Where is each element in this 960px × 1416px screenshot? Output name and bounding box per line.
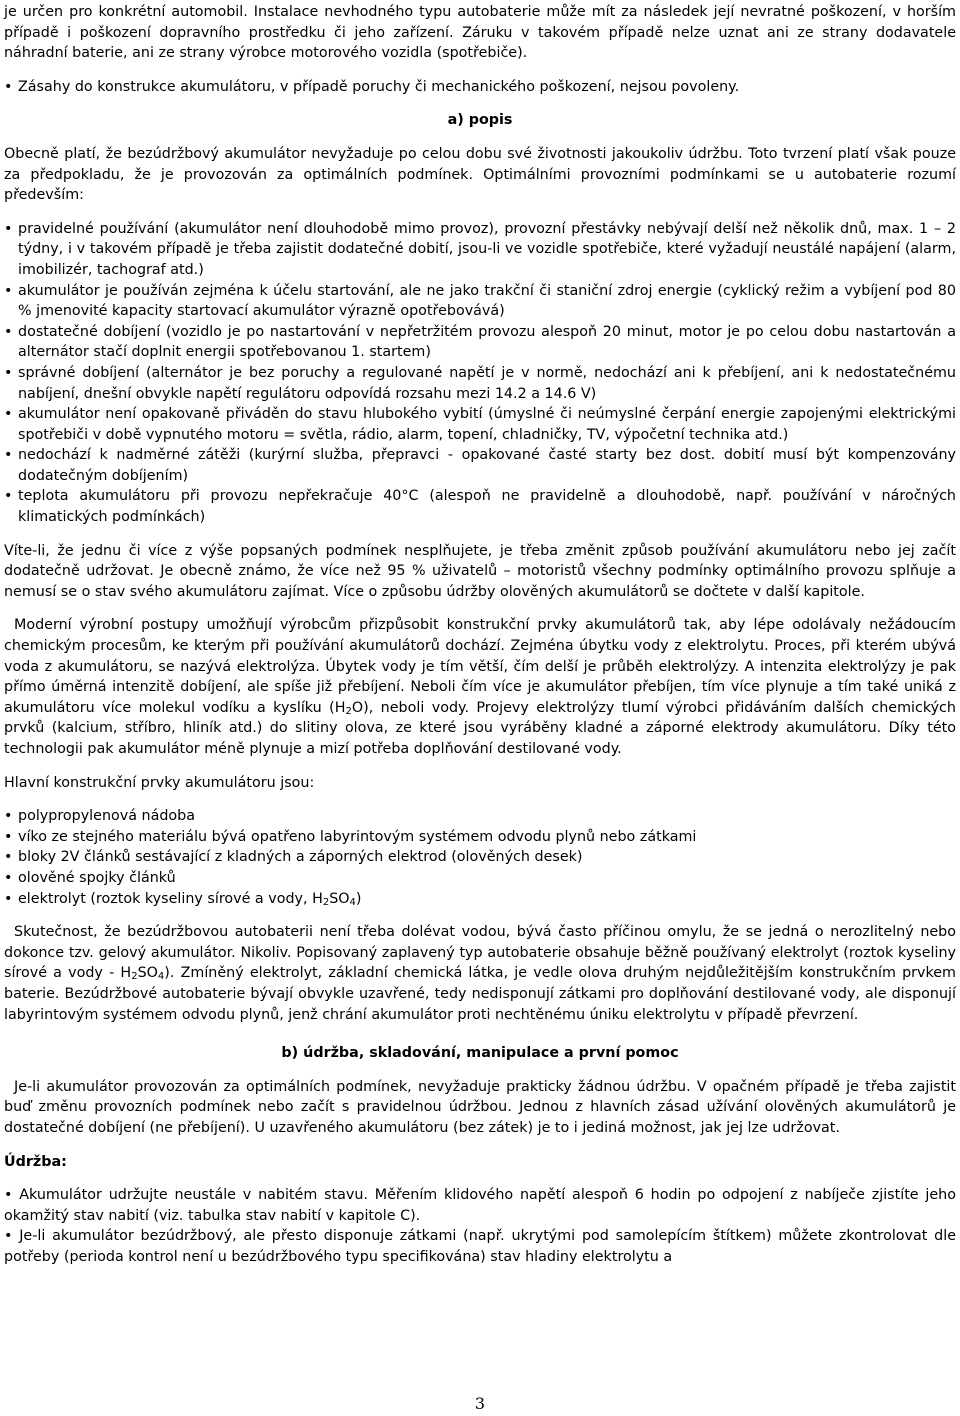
maintenance-item: • Je-li akumulátor bezúdržbový, ale přesto disponuje zátkami (např. ukrytými pod samolepícím štítkem) můžete zkontrolovat dle potřeby (perioda kontrol není u bezúdržbového typu specifikována) stav hladiny elektrolytu a xyxy=(4,1226,956,1267)
condition-item: • teplota akumulátoru při provozu nepřekračuje 40°C (alespoň ne pravidelně a dlouhodobě, např. používání v náročných klimatických podmínkách) xyxy=(4,486,956,527)
subscript: 2 xyxy=(322,896,330,908)
section-a-paragraph-4 xyxy=(4,922,956,1025)
spacer xyxy=(4,1139,956,1152)
subscript: 4 xyxy=(349,896,356,908)
condition-item: • správné dobíjení (alternátor je bez poruchy a regulované napětí je v normě, nedochází ani k přebíjení, ani k nedostatečnému nabíjení, dnešní obvykle napětí regulátoru odpovídá rozsahu mezi 14.2 a 14.6 V) xyxy=(4,363,956,404)
paragraph-text: ). Zmíněný elektrolyt, základní chemická látka, je vedle olova druhým nejdůležitějším konstrukčním prvkem baterie. Bezúdržbové autobaterie bývají obvykle uzavřené, tedy nedisponují zátkami pro doplňování destilované vody, ale disponují labyrintovým systémem odvodu plynů, jenž chrání akumulátor proti nechtěnému úniku elektrolytu v případě převrzení. xyxy=(4,965,956,1023)
spacer xyxy=(4,602,956,615)
section-b-heading: b) údržba, skladování, manipulace a první pomoc xyxy=(281,1045,679,1062)
spacer xyxy=(4,1025,956,1043)
paragraph-text: Skutečnost, že bezúdržbovou autobaterii není třeba dolévat vodou, bývá často příčinou omylu, že se jedná o nerozlitelný nebo dokonce tzv. gelový akumulátor. Nikoliv. Popisovaný zaplavený typ autobaterie obsahuje běžně používaný elektrolyt (roztok kyseliny sírové a vody - H xyxy=(4,924,956,982)
page-number: 3 xyxy=(474,1394,486,1413)
part-item: • víko ze stejného materiálu bývá opatřeno labyrintovým systémem odvodu plynů nebo zátkami xyxy=(4,827,956,848)
subscript: 2 xyxy=(345,705,352,717)
paragraph-text: SO xyxy=(137,965,158,982)
paragraph-text: Moderní výrobní postupy umožňují výrobcům přizpůsobit konstrukční prvky akumulátorů tak, aby lépe odolávaly nežádoucím chemickým procesům, ke kterým při používání akumulátorů dochází. Zejména úbytku vody z elektrolytu. Proces, při kterém ubývá voda z akumulátoru, se nazývá elektrolýza. Úbytek vody je tím větší, čím delší je průběh elektrolýzy. A intenzita elektrolýzy je pak přímo úměrná intenzitě dobíjení, ale spíše již přebíjení. Neboli čím více je akumulátor přebíjen, tím více plynuje a tím také uniká z akumulátoru více molekul vodíku a kyslíku (H xyxy=(4,617,956,716)
condition-item: • dostatečné dobíjení (vozidlo je po nastartování v nepřetržitém provozu alespoň 20 minut, motor je po celou dobu nastartován a alternátor stačí doplnit energii spotřebovanou 1. startem) xyxy=(4,322,956,363)
condition-item: • akumulátor je používán zejména k účelu startování, ale ne jako trakční či staniční zdroj energie (cyklický režim a vybíjení pod 80 % jmenovité kapacity startovací akumulátor výrazně opotřebovává) xyxy=(4,281,956,322)
subscript: 4 xyxy=(157,971,165,983)
spacer xyxy=(4,64,956,77)
maintenance-item: • Akumulátor udržujte neustále v nabitém stavu. Měřením klidového napětí alespoň 6 hodin po odpojení z nabíječe zjistíte jeho okamžitý stav nabití (viz. tabulka stav nabití v kapitole C). xyxy=(4,1185,956,1226)
paragraph-text: ) xyxy=(355,890,362,907)
spacer xyxy=(4,131,956,144)
condition-item: • nedochází k nadměrné zátěži (kurýrní služba, přepravci - opakované časté starty bez dost. dobití musí být kompenzovány dodatečným dobíjením) xyxy=(4,445,956,486)
paragraph-text: O), neboli vody. Projevy elektrolýzy tlumí výrobci přidáváním dalších chemických prvků (kalcium, stříbro, hliník atd.) do slitiny olova, ze které jsou vyráběny kladné a záporné elektrody akumulátoru. Díky této technologii pak akumulátor méně plynuje a mizí potřeba doplňování destilované vody. xyxy=(4,699,956,757)
maintenance-subheading: Údržba: xyxy=(4,1153,67,1170)
condition-item: • pravidelné používání (akumulátor není dlouhodobě mimo provoz), provozní přestávky nebývají delší než několik dnů, max. 1 – 2 týdny, i v takovém případě je třeba zajistit dodatečné dobití, jsou-li ve vozidle spotřebiče, které vyžadují neustálé napájení (alarm, imobilizér, tachograf atd.) xyxy=(4,219,956,281)
subscript: 2 xyxy=(131,971,138,983)
intro-bullet: • Zásahy do konstrukce akumulátoru, v případě poruchy či mechanického poškození, nejsou povoleny. xyxy=(4,77,956,98)
parts-intro: Hlavní konstrukční prvky akumulátoru jsou: xyxy=(4,774,315,791)
spacer xyxy=(4,909,956,922)
spacer xyxy=(4,793,956,806)
section-a-paragraph-3 xyxy=(4,615,956,759)
intro-paragraph: je určen pro konkrétní automobil. Instalace nevhodného typu autobaterie může mít za následek její nevratné poškození, v horším případě i poškození dopravního prostředku či jeho zařízení. Záruku v takovém případě nelze uznat ani ze strany dodavatele náhradní baterie, ani ze strany výrobce motorového vozidla (spotřebiče). xyxy=(4,4,956,62)
part-item xyxy=(4,889,956,910)
spacer xyxy=(4,97,956,110)
paragraph-text: elektrolyt (roztok kyseliny sírové a vody, H xyxy=(18,890,323,907)
spacer xyxy=(4,1172,956,1185)
section-b-paragraph-1: Je-li akumulátor provozován za optimálních podmínek, nevyžaduje prakticky žádnou údržbu. V opačném případě je třeba zajistit buď změnu provozních podmínek nebo začít s pravidelnou údržbou. Jednou z hlavních zásad užívání olověných akumulátorů je dostatečné dobíjení (ne přebíjení). U uzavřeného akumulátoru (bez zátek) je to i jediná možnost, jak jej lze udržovat. xyxy=(4,1078,956,1136)
spacer xyxy=(4,1064,956,1077)
section-a-heading: a) popis xyxy=(447,112,513,129)
condition-item: • akumulátor není opakovaně přiváděn do stavu hlubokého vybití (úmyslné či neúmyslné čerpání energie zapojenými elektrickými spotřebiči v době vypnutého motoru = světla, rádio, alarm, topení, chladničky, TV, výpočetní technika atd.) xyxy=(4,404,956,445)
part-item: • olověné spojky článků xyxy=(4,868,956,889)
part-item: • bloky 2V článků sestávající z kladných a záporných elektrod (olověných desek) xyxy=(4,847,956,868)
spacer xyxy=(4,528,956,541)
section-a-paragraph-2: Víte-li, že jednu či více z výše popsaných podmínek nesplňujete, je třeba změnit způsob používání akumulátoru nebo jej začít dodatečně udržovat. Je obecně známo, že více než 95 % uživatelů – motoristů všechny podmínky optimálního provozu splňuje a nemusí se o stav svého akumulátoru zajímat. Více o způsobu údržby olověných akumulátorů se dočtete v další kapitole. xyxy=(4,542,956,600)
spacer xyxy=(4,760,956,773)
section-a-paragraph-1: Obecně platí, že bezúdržbový akumulátor nevyžaduje po celou dobu své životnosti jakoukoliv údržbu. Toto tvrzení platí však pouze za předpokladu, že je provozován za optimálních podmínek. Optimálními provozními podmínkami se u autobaterie rozumí především: xyxy=(4,145,956,204)
paragraph-text: SO xyxy=(329,890,350,907)
spacer xyxy=(4,206,956,219)
part-item: • polypropylenová nádoba xyxy=(4,806,956,827)
